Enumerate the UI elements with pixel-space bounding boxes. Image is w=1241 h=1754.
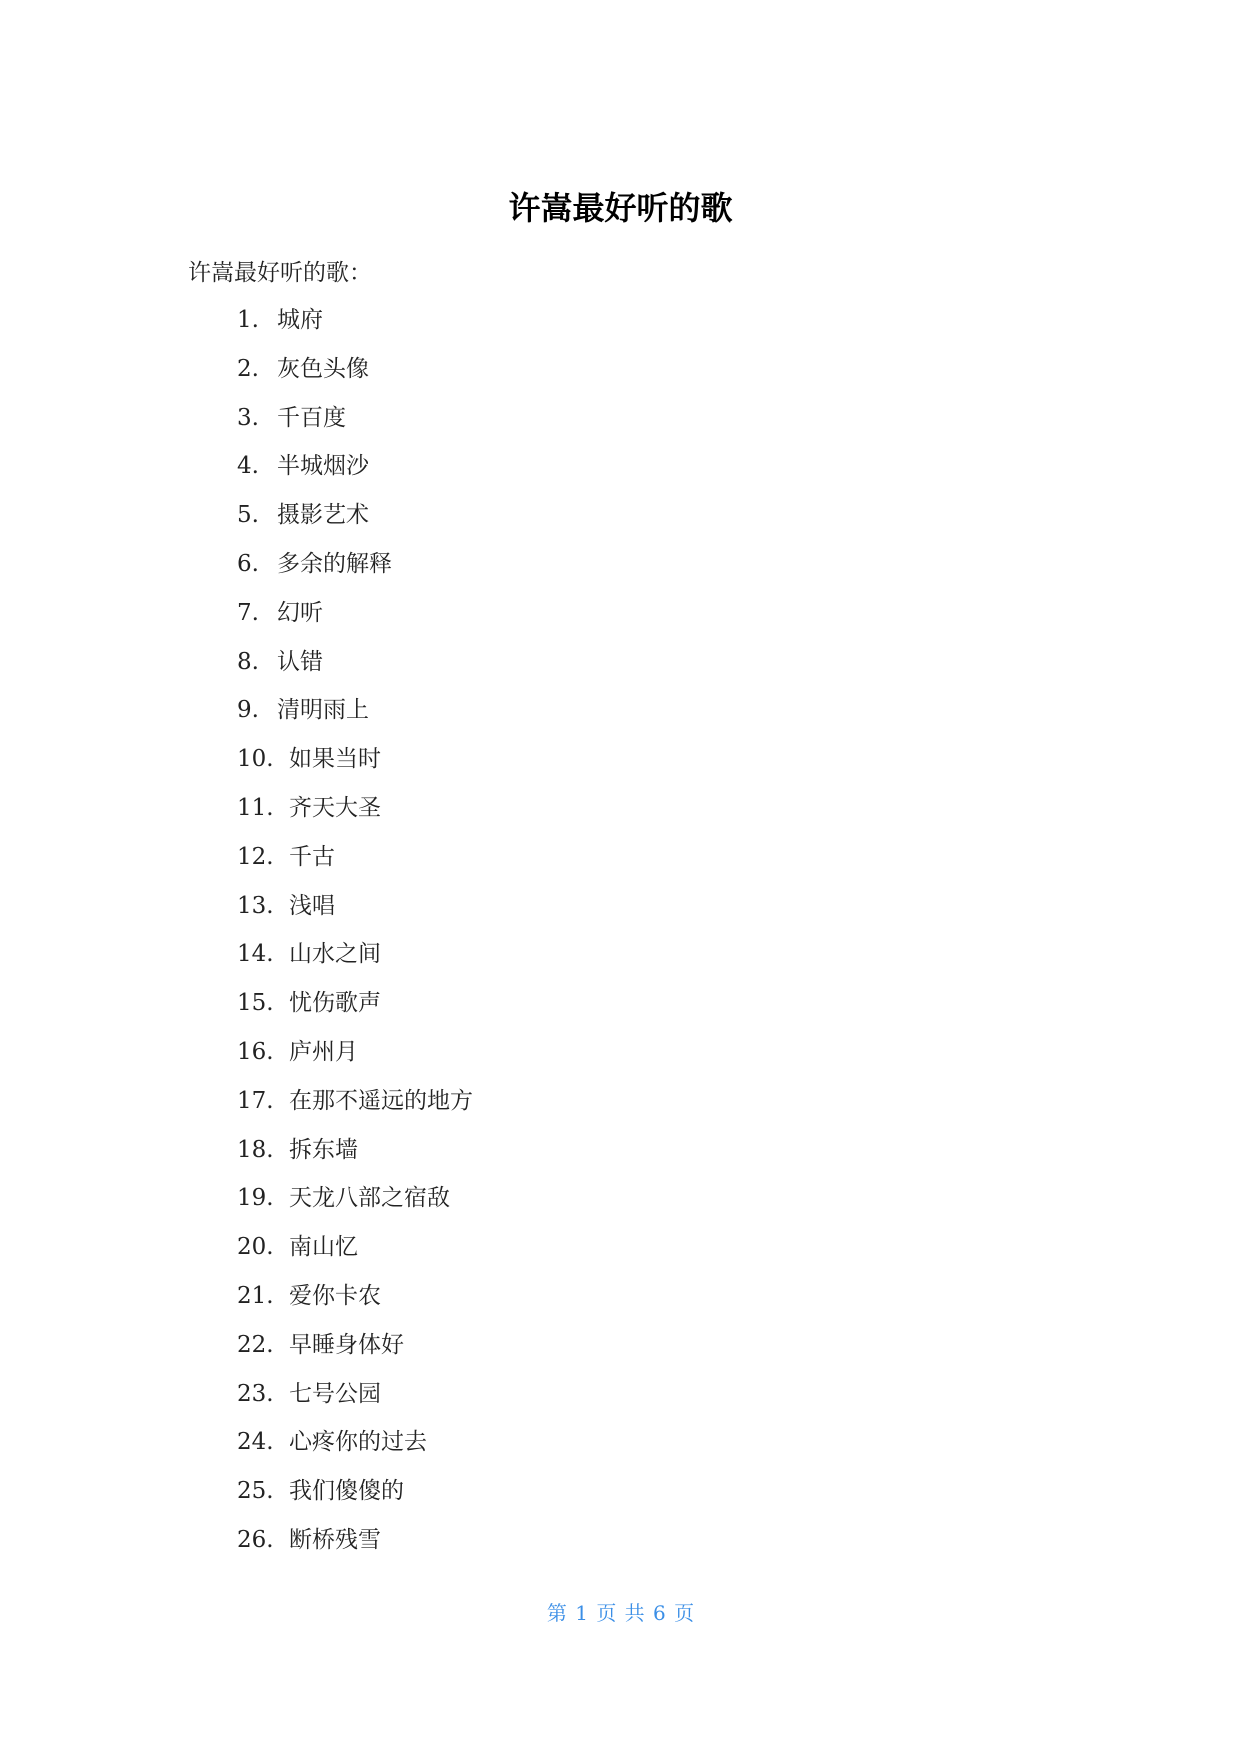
list-item-number: 19. xyxy=(237,1185,274,1212)
song-list xyxy=(237,302,473,1571)
list-item xyxy=(237,985,473,1034)
song-title: 忧伤歌声 xyxy=(289,990,381,1017)
song-title: 千百度 xyxy=(277,404,346,431)
list-item xyxy=(237,839,473,888)
list-item-number: 18. xyxy=(237,1136,274,1163)
list-item-number: 26. xyxy=(237,1526,274,1553)
list-item-number: 11. xyxy=(237,794,274,821)
list-item xyxy=(237,692,473,741)
list-item-number: 15. xyxy=(237,990,274,1017)
list-item-number: 24. xyxy=(237,1429,274,1456)
list-item-number: 2. xyxy=(237,355,259,382)
song-title: 齐天大圣 xyxy=(289,794,381,821)
list-item xyxy=(237,1473,473,1522)
list-item xyxy=(237,936,473,985)
list-item xyxy=(237,595,473,644)
list-item xyxy=(237,1522,473,1571)
song-title: 心疼你的过去 xyxy=(289,1429,427,1456)
list-item-number: 7. xyxy=(237,599,259,626)
list-item-number: 1. xyxy=(237,307,259,333)
song-title: 在那不遥远的地方 xyxy=(289,1087,473,1114)
list-item xyxy=(237,302,473,351)
song-title: 灰色头像 xyxy=(277,355,369,382)
list-item-number: 22. xyxy=(237,1331,274,1358)
intro-text: 许嵩最好听的歌： xyxy=(188,260,372,286)
list-item-number: 5. xyxy=(237,502,259,529)
list-item xyxy=(237,497,473,546)
song-title: 多余的解释 xyxy=(277,550,392,577)
list-item xyxy=(237,888,473,937)
page-footer: 第 1 页 共 6 页 xyxy=(546,1601,695,1625)
list-item xyxy=(237,546,473,595)
list-item xyxy=(237,351,473,400)
song-title: 如果当时 xyxy=(289,746,381,773)
song-title: 早睡身体好 xyxy=(289,1331,404,1358)
list-item xyxy=(237,1229,473,1278)
list-item xyxy=(237,644,473,693)
song-title: 幻听 xyxy=(277,599,323,626)
list-item xyxy=(237,1424,473,1473)
list-item xyxy=(237,1180,473,1229)
list-item-number: 13. xyxy=(237,892,274,919)
list-item-number: 16. xyxy=(237,1038,274,1065)
song-title: 爱你卡农 xyxy=(289,1282,381,1309)
list-item xyxy=(237,1278,473,1327)
list-item xyxy=(237,1034,473,1083)
page-title: 许嵩最好听的歌 xyxy=(508,189,733,227)
list-item-number: 25. xyxy=(237,1478,274,1505)
list-item-number: 17. xyxy=(237,1087,274,1114)
song-title: 断桥残雪 xyxy=(289,1526,381,1553)
list-item-number: 20. xyxy=(237,1234,274,1261)
song-title: 认错 xyxy=(277,648,323,675)
list-item-number: 10. xyxy=(237,746,274,773)
song-title: 半城烟沙 xyxy=(277,453,369,480)
list-item xyxy=(237,448,473,497)
song-title: 浅唱 xyxy=(289,892,335,919)
list-item-number: 3. xyxy=(237,404,259,431)
song-title: 南山忆 xyxy=(289,1234,358,1261)
song-title: 千古 xyxy=(289,843,335,870)
list-item-number: 12. xyxy=(237,843,274,870)
song-title: 庐州月 xyxy=(289,1038,358,1065)
list-item-number: 9. xyxy=(237,697,259,724)
song-title: 清明雨上 xyxy=(277,697,369,724)
list-item xyxy=(237,1132,473,1181)
song-title: 城府 xyxy=(277,307,323,333)
list-item-number: 21. xyxy=(237,1282,274,1309)
list-item xyxy=(237,741,473,790)
song-title: 拆东墙 xyxy=(289,1136,358,1163)
song-title: 天龙八部之宿敌 xyxy=(289,1185,450,1212)
list-item xyxy=(237,1327,473,1376)
list-item-number: 8. xyxy=(237,648,259,675)
list-item xyxy=(237,790,473,839)
song-title: 摄影艺术 xyxy=(277,502,369,529)
list-item xyxy=(237,400,473,449)
song-title: 山水之间 xyxy=(289,941,381,968)
list-item xyxy=(237,1083,473,1132)
list-item-number: 14. xyxy=(237,941,274,968)
song-title: 我们傻傻的 xyxy=(289,1478,404,1505)
list-item-number: 23. xyxy=(237,1380,274,1407)
list-item-number: 6. xyxy=(237,550,259,577)
list-item-number: 4. xyxy=(237,453,259,480)
song-title: 七号公园 xyxy=(289,1380,381,1407)
list-item xyxy=(237,1376,473,1425)
